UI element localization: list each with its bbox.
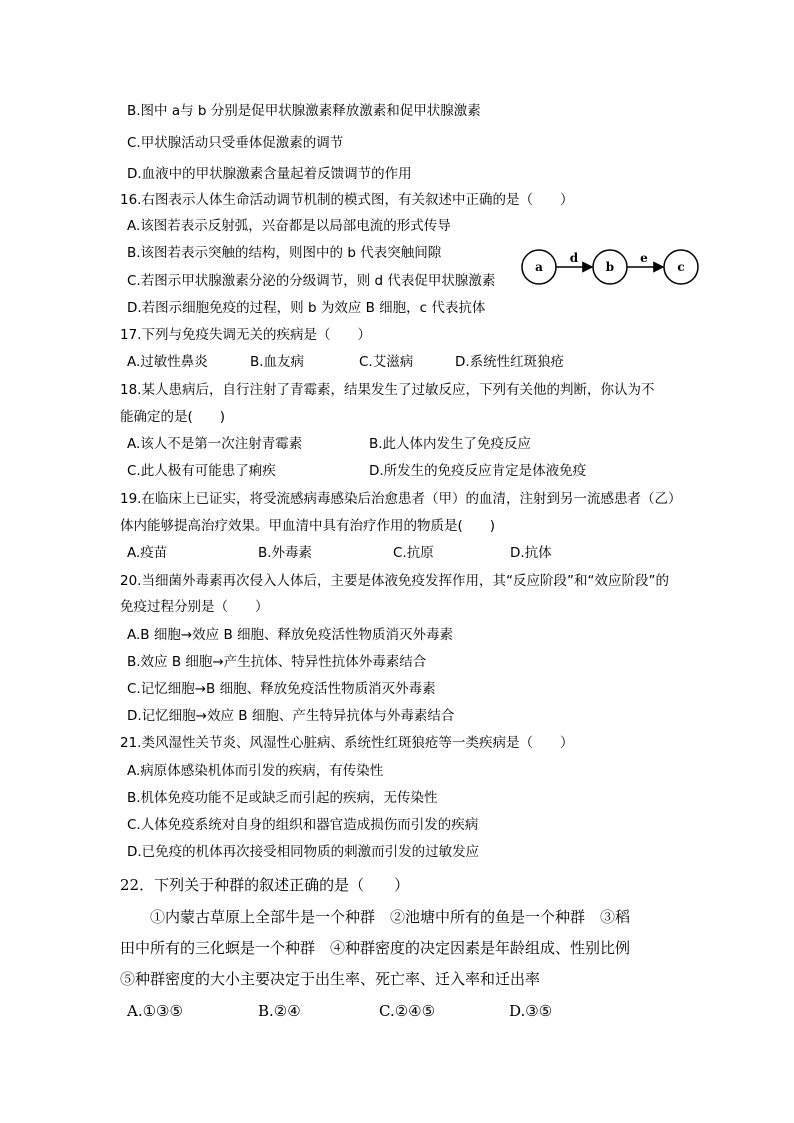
- q22-body-line2: 田中所有的三化螟是一个种群 ④种群密度的决定因素是年龄组成、性别比例: [120, 939, 631, 957]
- q21-stem: 21.类风湿性关节炎、风湿性心脏病、系统性红斑狼疮等一类疾病是（ ）: [120, 735, 574, 751]
- q18-stem-line2: 能确定的是( ): [120, 409, 226, 425]
- q20-option-d: D.记忆细胞→效应 B 细胞、产生特异抗体与外毒素结合: [127, 708, 455, 724]
- q15-option-b: B.图中 a与 b 分别是促甲状腺激素释放激素和促甲状腺激素: [127, 103, 481, 119]
- q17-option-a: A.过敏性鼻炎: [127, 354, 208, 370]
- q17-stem: 17.下列与免疫失调无关的疾病是（ ）: [120, 327, 371, 343]
- q22-body-line3: ⑤种群密度的大小主要决定于出生率、死亡率、迁入率和迁出率: [120, 970, 541, 988]
- q16-option-a: A.该图若表示反射弧，兴奋都是以局部电流的形式传导: [127, 218, 451, 234]
- q16-option-c: C.若图示甲状腺激素分泌的分级调节，则 d 代表促甲状腺激素: [127, 273, 496, 289]
- q18-option-c: C.此人极有可能患了痢疾: [127, 463, 276, 479]
- q22-option-b: B.②④: [258, 1002, 301, 1020]
- q19-option-a: A.疫苗: [127, 545, 168, 561]
- q21-option-b: B.机体免疫功能不足或缺乏而引起的疾病，无传染性: [127, 790, 438, 806]
- q21-option-c: C.人体免疫系统对自身的组织和器官造成损伤而引发的疾病: [127, 817, 479, 833]
- q20-stem-line1: 20.当细菌外毒素再次侵入人体后，主要是体液免疫发挥作用，其“反应阶段”和“效应阶段”的: [120, 573, 669, 589]
- diagram-arrow-e-label: e: [640, 251, 648, 265]
- q19-option-d: D.抗体: [510, 545, 552, 561]
- q22-stem: 22．下列关于种群的叙述正确的是（ ）: [120, 876, 410, 894]
- q17-option-b: B.血友病: [250, 354, 305, 370]
- q21-option-a: A.病原体感染机体而引发的疾病，有传染性: [127, 763, 384, 779]
- q19-stem-line2: 体内能够提高治疗效果。甲血清中具有治疗作用的物质是( ): [120, 518, 496, 534]
- q22-option-c: C.②④⑤: [379, 1002, 436, 1020]
- regulation-diagram: [520, 248, 705, 288]
- q15-option-c: C.甲状腺活动只受垂体促激素的调节: [127, 135, 344, 151]
- q18-option-d: D.所发生的免疫反应肯定是体液免疫: [369, 463, 587, 479]
- q15-option-d: D.血液中的甲状腺激素含量起着反馈调节的作用: [127, 166, 412, 182]
- q20-option-a: A.B 细胞→效应 B 细胞、释放免疫活性物质消灭外毒素: [127, 627, 453, 643]
- q17-option-c: C.艾滋病: [359, 354, 414, 370]
- q16-option-b: B.该图若表示突触的结构，则图中的 b 代表突触间隙: [127, 245, 442, 261]
- q21-option-d: D.已免疫的机体再次接受相同物质的刺激而引发的过敏发应: [127, 844, 480, 860]
- diagram-node-a-label: a: [535, 260, 543, 274]
- diagram-arrow-d-label: d: [569, 251, 579, 265]
- q16-stem: 16.右图表示人体生命活动调节机制的模式图，有关叙述中正确的是（ ）: [120, 192, 574, 208]
- q19-option-b: B.外毒素: [258, 545, 313, 561]
- q18-stem-line1: 18.某人患病后，自行注射了青霉素，结果发生了过敏反应，下列有关他的判断，你认为不: [120, 382, 655, 398]
- q22-body-line1: ①内蒙古草原上全部牛是一个种群 ②池塘中所有的鱼是一个种群 ③稻: [120, 908, 631, 926]
- q18-option-a: A.该人不是第一次注射青霉素: [127, 436, 303, 452]
- q19-stem-line1: 19.在临床上已证实，将受流感病毒感染后治愈患者（甲）的血清，注射到另一流感患者（乙）: [120, 491, 682, 507]
- diagram-node-c-label: c: [677, 260, 685, 274]
- q19-option-c: C.抗原: [393, 545, 434, 561]
- q20-option-c: C.记忆细胞→B 细胞、释放免疫活性物质消灭外毒素: [127, 681, 436, 697]
- q22-option-a: A.①③⑤: [127, 1002, 183, 1020]
- q17-option-d: D.系统性红斑狼疮: [455, 354, 565, 370]
- q22-option-d: D.③⑤: [509, 1002, 553, 1020]
- q16-option-d: D.若图示细胞免疫的过程，则 b 为效应 B 细胞，c 代表抗体: [127, 300, 486, 316]
- q20-stem-line2: 免疫过程分别是（ ）: [120, 599, 269, 615]
- diagram-node-b-label: b: [605, 260, 615, 274]
- q18-option-b: B.此人体内发生了免疫反应: [369, 436, 532, 452]
- q20-option-b: B.效应 B 细胞→产生抗体、特异性抗体外毒素结合: [127, 654, 427, 670]
